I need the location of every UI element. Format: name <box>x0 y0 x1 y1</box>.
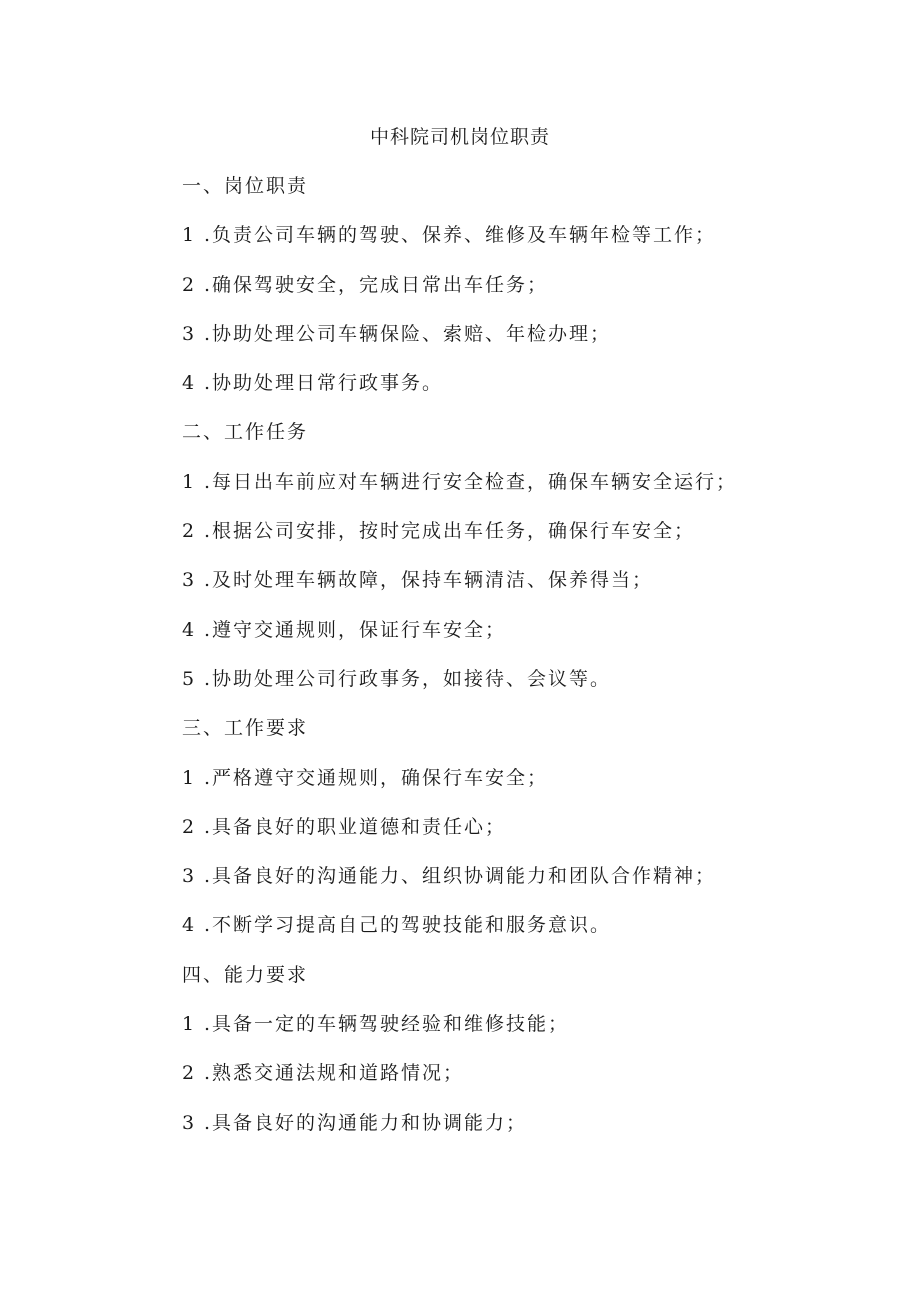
item-text: .及时处理车辆故障，保持车辆清洁、保养得当； <box>204 569 654 592</box>
section-heading: 三、工作要求 <box>182 717 309 740</box>
list-item <box>182 863 882 912</box>
list-item <box>182 765 882 814</box>
item-number: 2 <box>182 273 197 296</box>
list-item <box>182 1060 882 1109</box>
item-number: 1 <box>182 224 197 247</box>
list-item <box>182 272 882 321</box>
item-text: .协助处理日常行政事务。 <box>204 372 444 395</box>
list-item <box>182 666 882 715</box>
section-heading: 四、能力要求 <box>182 963 309 986</box>
item-number: 3 <box>182 865 197 888</box>
item-text: .协助处理公司车辆保险、索赔、年检办理； <box>204 322 612 345</box>
item-text: .负责公司车辆的驾驶、保养、维修及车辆年检等工作； <box>204 224 717 247</box>
item-number: 1 <box>182 470 197 493</box>
item-number: 3 <box>182 569 197 592</box>
list-item <box>182 617 882 666</box>
item-number: 3 <box>182 322 197 345</box>
item-number: 2 <box>182 1062 197 1085</box>
item-number: 1 <box>182 1013 197 1036</box>
list-item <box>182 370 882 419</box>
item-text: .协助处理公司行政事务，如接待、会议等。 <box>204 667 612 690</box>
item-text: .熟悉交通法规和道路情况； <box>204 1062 465 1085</box>
list-item <box>182 567 882 616</box>
list-item <box>182 222 882 271</box>
item-number: 1 <box>182 766 197 789</box>
item-number: 4 <box>182 372 197 395</box>
item-number: 3 <box>182 1111 197 1134</box>
item-text: .具备良好的职业道德和责任心； <box>204 815 507 838</box>
section-heading: 二、工作任务 <box>182 421 309 444</box>
item-text: .根据公司安排，按时完成出车任务，确保行车安全； <box>204 520 696 543</box>
item-text: .每日出车前应对车辆进行安全检查，确保车辆安全运行； <box>204 470 738 493</box>
item-number: 2 <box>182 520 197 543</box>
list-item <box>182 321 882 370</box>
document-title: 中科院司机岗位职责 <box>369 126 550 148</box>
item-number: 4 <box>182 618 197 641</box>
item-text: .严格遵守交通规则，确保行车安全； <box>204 766 549 789</box>
item-number: 5 <box>182 667 197 690</box>
list-item <box>182 912 882 961</box>
item-text: .具备一定的车辆驾驶经验和维修技能； <box>204 1013 570 1036</box>
item-text: .具备良好的沟通能力和协调能力； <box>204 1111 528 1134</box>
list-item <box>182 469 882 518</box>
list-item <box>182 518 882 567</box>
item-text: .不断学习提高自己的驾驶技能和服务意识。 <box>204 914 612 937</box>
item-text: .确保驾驶安全，完成日常出车任务； <box>204 273 549 296</box>
document-body <box>182 173 882 1159</box>
item-number: 2 <box>182 815 197 838</box>
item-text: .遵守交通规则，保证行车安全； <box>204 618 507 641</box>
list-item <box>182 814 882 863</box>
item-text: .具备良好的沟通能力、组织协调能力和团队合作精神； <box>204 865 717 888</box>
section-heading: 一、岗位职责 <box>182 175 309 197</box>
list-item <box>182 1011 882 1060</box>
item-number: 4 <box>182 914 197 937</box>
list-item <box>182 1110 882 1159</box>
